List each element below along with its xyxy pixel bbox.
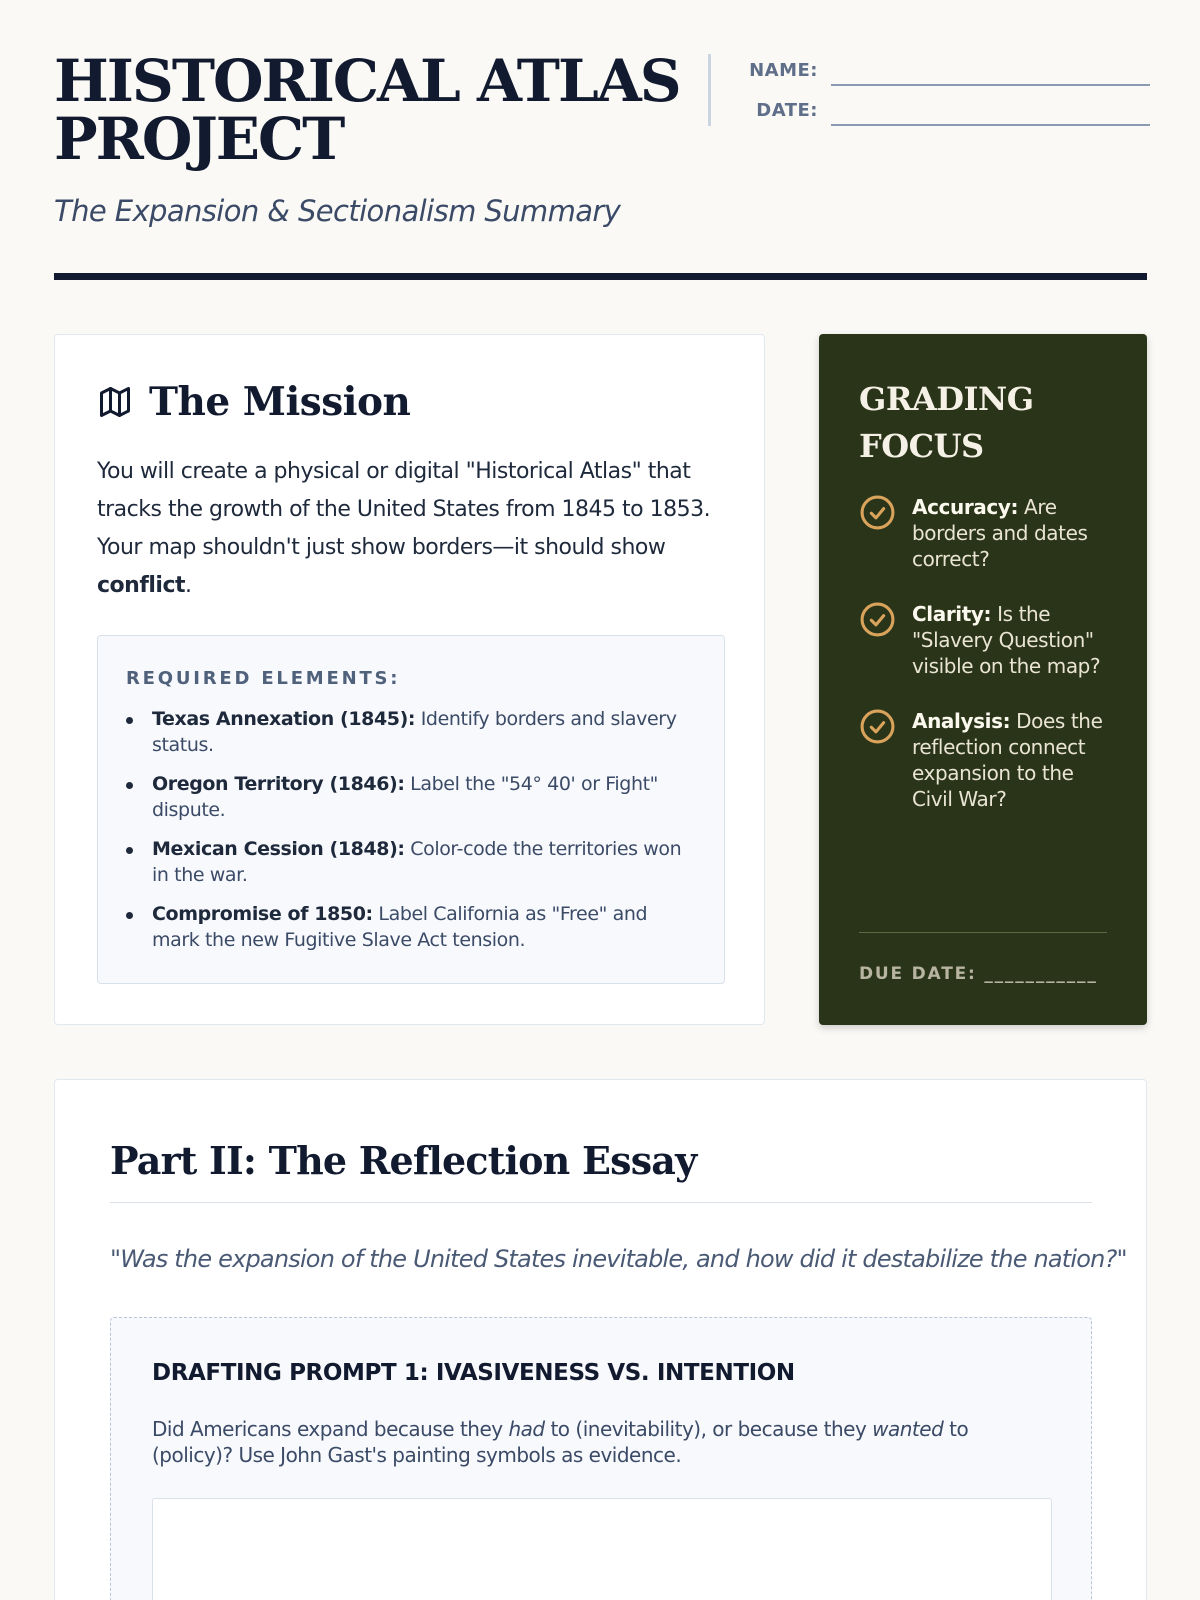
item-text: Label the "54° 40' or Fight" dispute. bbox=[152, 773, 658, 821]
grading-desc: Are borders and dates correct? bbox=[912, 495, 1088, 571]
item-text: Identify borders and slavery status. bbox=[152, 708, 677, 756]
prompt-part: to (policy)? Use John Gast's painting symbols as evidence. bbox=[152, 1417, 969, 1467]
item-text: Label California as "Free" and mark the new Fugitive Slave Act tension. bbox=[152, 903, 648, 951]
mission-heading bbox=[97, 379, 410, 425]
grading-title: GRADING FOCUS bbox=[859, 380, 1034, 465]
grading-desc: Is the "Slavery Question" visible on the map? bbox=[912, 602, 1101, 678]
grading-text bbox=[912, 708, 1112, 812]
grading-label: Clarity: bbox=[912, 602, 992, 626]
item-text: Color-code the territories won in the war. bbox=[152, 838, 682, 886]
mission-text: You will create a physical or digital "Historical Atlas" that tracks the growth of the United States from 1845 to 1853. Your map shouldn't just show borders—it should show bbox=[97, 459, 711, 560]
prompt-title: DRAFTING PROMPT 1: IVASIVENESS VS. INTENTION bbox=[152, 1360, 795, 1386]
prompt-text bbox=[152, 1416, 1032, 1468]
grading-label: Analysis: bbox=[912, 709, 1011, 733]
date-label: DATE: bbox=[756, 100, 818, 121]
prompt-emphasis: wanted bbox=[872, 1417, 944, 1441]
grading-label: Accuracy: bbox=[912, 495, 1019, 519]
name-row bbox=[711, 54, 1150, 86]
check-circle-icon bbox=[859, 601, 896, 638]
page-title: HISTORICAL ATLAS PROJECT bbox=[54, 47, 680, 173]
prompt-part: Did Americans expand because they bbox=[152, 1417, 509, 1441]
grading-text bbox=[912, 601, 1112, 679]
map-icon bbox=[97, 384, 133, 420]
check-circle-icon bbox=[859, 708, 896, 745]
grading-divider bbox=[859, 932, 1107, 933]
header-divider bbox=[54, 273, 1147, 280]
grading-text bbox=[912, 494, 1112, 572]
date-row bbox=[711, 94, 1150, 126]
essay-question: "Was the expansion of the United States inevitable, and how did it destabilize the nation?" bbox=[110, 1245, 1127, 1273]
section-divider bbox=[110, 1202, 1092, 1203]
name-label: NAME: bbox=[749, 60, 818, 81]
list-item bbox=[126, 836, 696, 888]
item-label: Oregon Territory (1846): bbox=[152, 773, 405, 795]
drafting-prompt-box bbox=[110, 1317, 1092, 1600]
list-item bbox=[126, 771, 696, 823]
section-title: Part II: The Reflection Essay bbox=[110, 1138, 697, 1183]
list-item bbox=[126, 706, 696, 758]
required-elements-list bbox=[126, 706, 696, 966]
grading-desc: Does the reflection connect expansion to the Civil War? bbox=[912, 709, 1103, 811]
list-item bbox=[126, 901, 696, 953]
required-elements-title: REQUIRED ELEMENTS: bbox=[126, 668, 401, 689]
page-header bbox=[54, 47, 1147, 280]
page-subtitle: The Expansion & Sectionalism Summary bbox=[54, 194, 621, 228]
mission-card bbox=[54, 334, 765, 1025]
mission-title: The Mission bbox=[149, 379, 411, 425]
item-label: Texas Annexation (1845): bbox=[152, 708, 416, 730]
student-info bbox=[708, 54, 1147, 126]
mission-emphasis: conflict bbox=[97, 573, 186, 598]
item-label: Compromise of 1850: bbox=[152, 903, 373, 925]
reflection-essay-section bbox=[54, 1079, 1147, 1600]
check-circle-icon bbox=[859, 494, 896, 531]
due-date: DUE DATE: ___________ bbox=[859, 964, 1098, 984]
mission-text-end: . bbox=[185, 573, 192, 598]
prompt-part: to (inevitability), or because they bbox=[544, 1417, 873, 1441]
grading-focus-panel bbox=[819, 334, 1147, 1025]
required-elements-box bbox=[97, 635, 725, 984]
name-line[interactable] bbox=[831, 84, 1150, 86]
item-label: Mexican Cession (1848): bbox=[152, 838, 405, 860]
mission-description bbox=[97, 453, 727, 605]
prompt-emphasis: had bbox=[508, 1417, 545, 1441]
date-line[interactable] bbox=[831, 124, 1150, 126]
answer-area[interactable] bbox=[152, 1498, 1052, 1600]
